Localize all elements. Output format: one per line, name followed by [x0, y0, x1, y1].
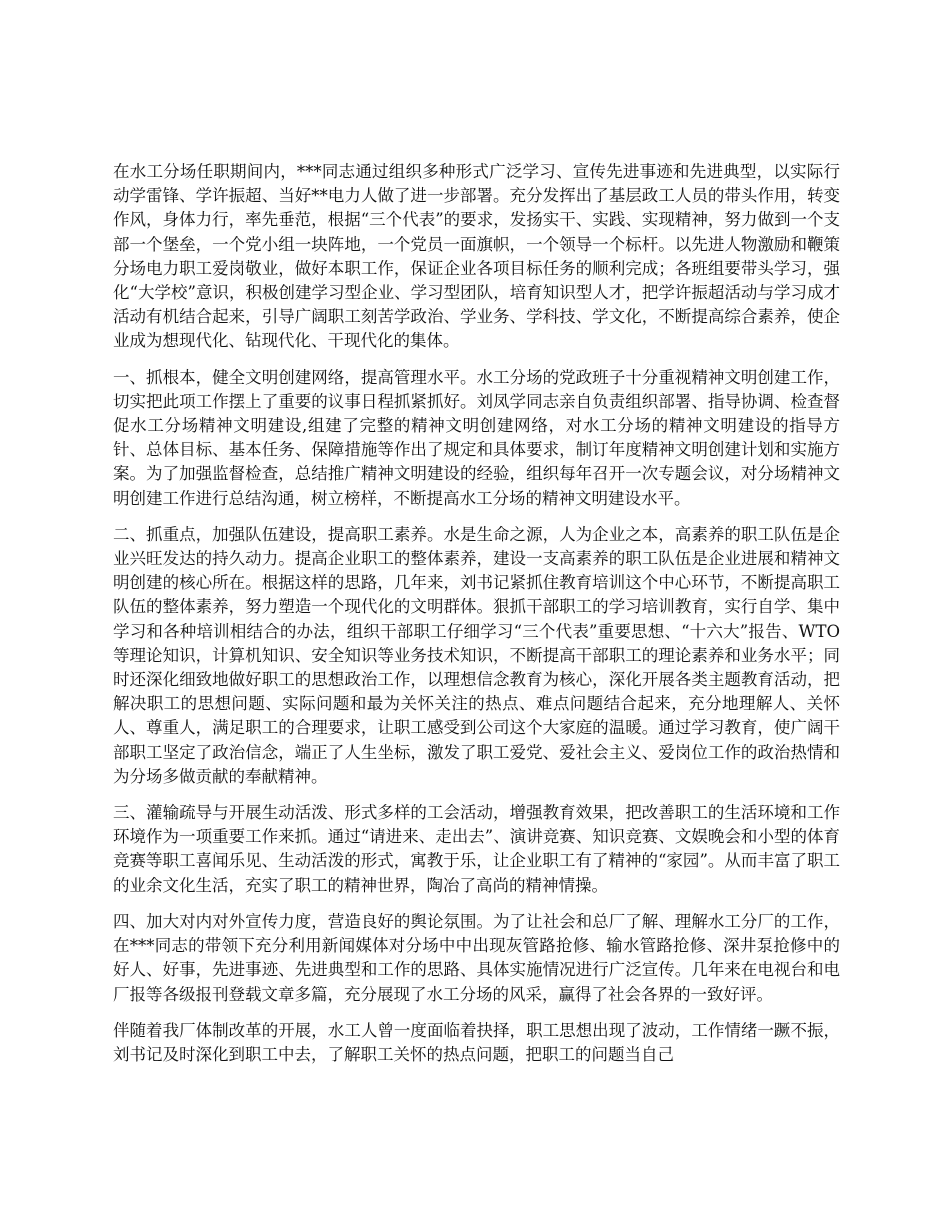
paragraph-section-3: 三、灌输疏导与开展生动活泼、形式多样的工会活动，增强教育效果，把改善职工的生活环境和工作环境作为一项重要工作来抓。通过“请进来、走出去”、演讲竞赛、知识竞赛、文娱晚会和小型的体育竞赛等职工喜闻乐见、生动活泼的形式，寓教于乐，让企业职工有了精神的“家园”。从而丰富了职工的业余文化生活，充实了职工的精神世界，陶冶了高尚的精神情操。 [113, 803, 840, 895]
document-page [113, 160, 840, 1079]
paragraph-closing: 伴随着我厂体制改革的开展，水工人曾一度面临着抉择，职工思想出现了波动，工作情绪一蹶不振，刘书记及时深化到职工中去，了解职工关怀的热点问题，把职工的问题当自己 [113, 1020, 840, 1064]
paragraph-section-1: 一、抓根本，健全文明创建网络，提高管理水平。水工分场的党政班子十分重视精神文明创建工作，切实把此项工作摆上了重要的议事日程抓紧抓好。刘凤学同志亲自负责组织部署、指导协调、检查督促水工分场精神文明建设,组建了完整的精神文明创建网络，对水工分场的精神文明建设的指导方针、总体目标、基本任务、保障措施等作出了规定和具体要求，制订年度精神文明创建计划和实施方案。为了加强监督检查，总结推广精神文明建设的经验，组织每年召开一次专题会议，对分场精神文明创建工作进行总结沟通，树立榜样，不断提高水工分场的精神文明建设水平。 [113, 367, 840, 508]
paragraph-section-4: 四、加大对内对外宣传力度，营造良好的舆论氛围。为了让社会和总厂了解、理解水工分厂的工作，在***同志的带领下充分利用新闻媒体对分场中中出现灰管路抢修、输水管路抢修、深井泵抢修中的好人、好事，先进事迹、先进典型和工作的思路、具体实施情况进行广泛宣传。几年来在电视台和电厂报等各级报刊登载文章多篇，充分展现了水工分场的风采，赢得了社会各界的一致好评。 [113, 911, 840, 1004]
paragraph-intro: 在水工分场任职期间内，***同志通过组织多种形式广泛学习、宣传先进事迹和先进典型，以实际行动学雷锋、学许振超、当好**电力人做了进一步部署。充分发挥出了基层政工人员的带头作用，转变作风，身体力行，率先垂范，根据“三个代表”的要求，发扬实干、实践、实现精神，努力做到一个支部一个堡垒，一个党小组一块阵地，一个党员一面旗帜，一个领导一个标杆。以先进人物激励和鞭策分场电力职工爱岗敬业，做好本职工作，保证企业各项目标任务的顺利完成；各班组要带头学习，强化“大学校”意识，积极创建学习型企业、学习型团队，培育知识型人才，把学许振超活动与学习成才活动有机结合起来，引导广阔职工刻苦学政治、学业务、学科技、学文化，不断提高综合素养，使企业成为想现代化、钻现代化、干现代化的集体。 [113, 162, 840, 351]
paragraph-section-2: 二、抓重点，加强队伍建设，提高职工素养。水是生命之源，人为企业之本，高素养的职工队伍是企业兴旺发达的持久动力。提高企业职工的整体素养，建设一支高素养的职工队伍是企业进展和精神文明创建的核心所在。根据这样的思路，几年来，刘书记紧抓住教育培训这个中心环节，不断提高职工队伍的整体素养，努力塑造一个现代化的文明群体。狠抓干部职工的学习培训教育，实行自学、集中学习和各种培训相结合的办法，组织干部职工仔细学习“三个代表”重要思想、“十六大”报告、WTO等理论知识，计算机知识、安全知识等业务技术知识，不断提高干部职工的理论素养和业务水平；同时还深化细致地做好职工的思想政治工作，以理想信念教育为核心，深化开展各类主题教育活动，把解决职工的思想问题、实际问题和最为关怀关注的热点、难点问题结合起来，充分地理解人、关怀人、尊重人，满足职工的合理要求，让职工感受到公司这个大家庭的温暖。通过学习教育，使广阔干部职工坚定了政治信念，端正了人生坐标，激发了职工爱党、爱社会主义、爱岗位工作的政治热情和为分场多做贡献的奉献精神。 [113, 524, 840, 786]
